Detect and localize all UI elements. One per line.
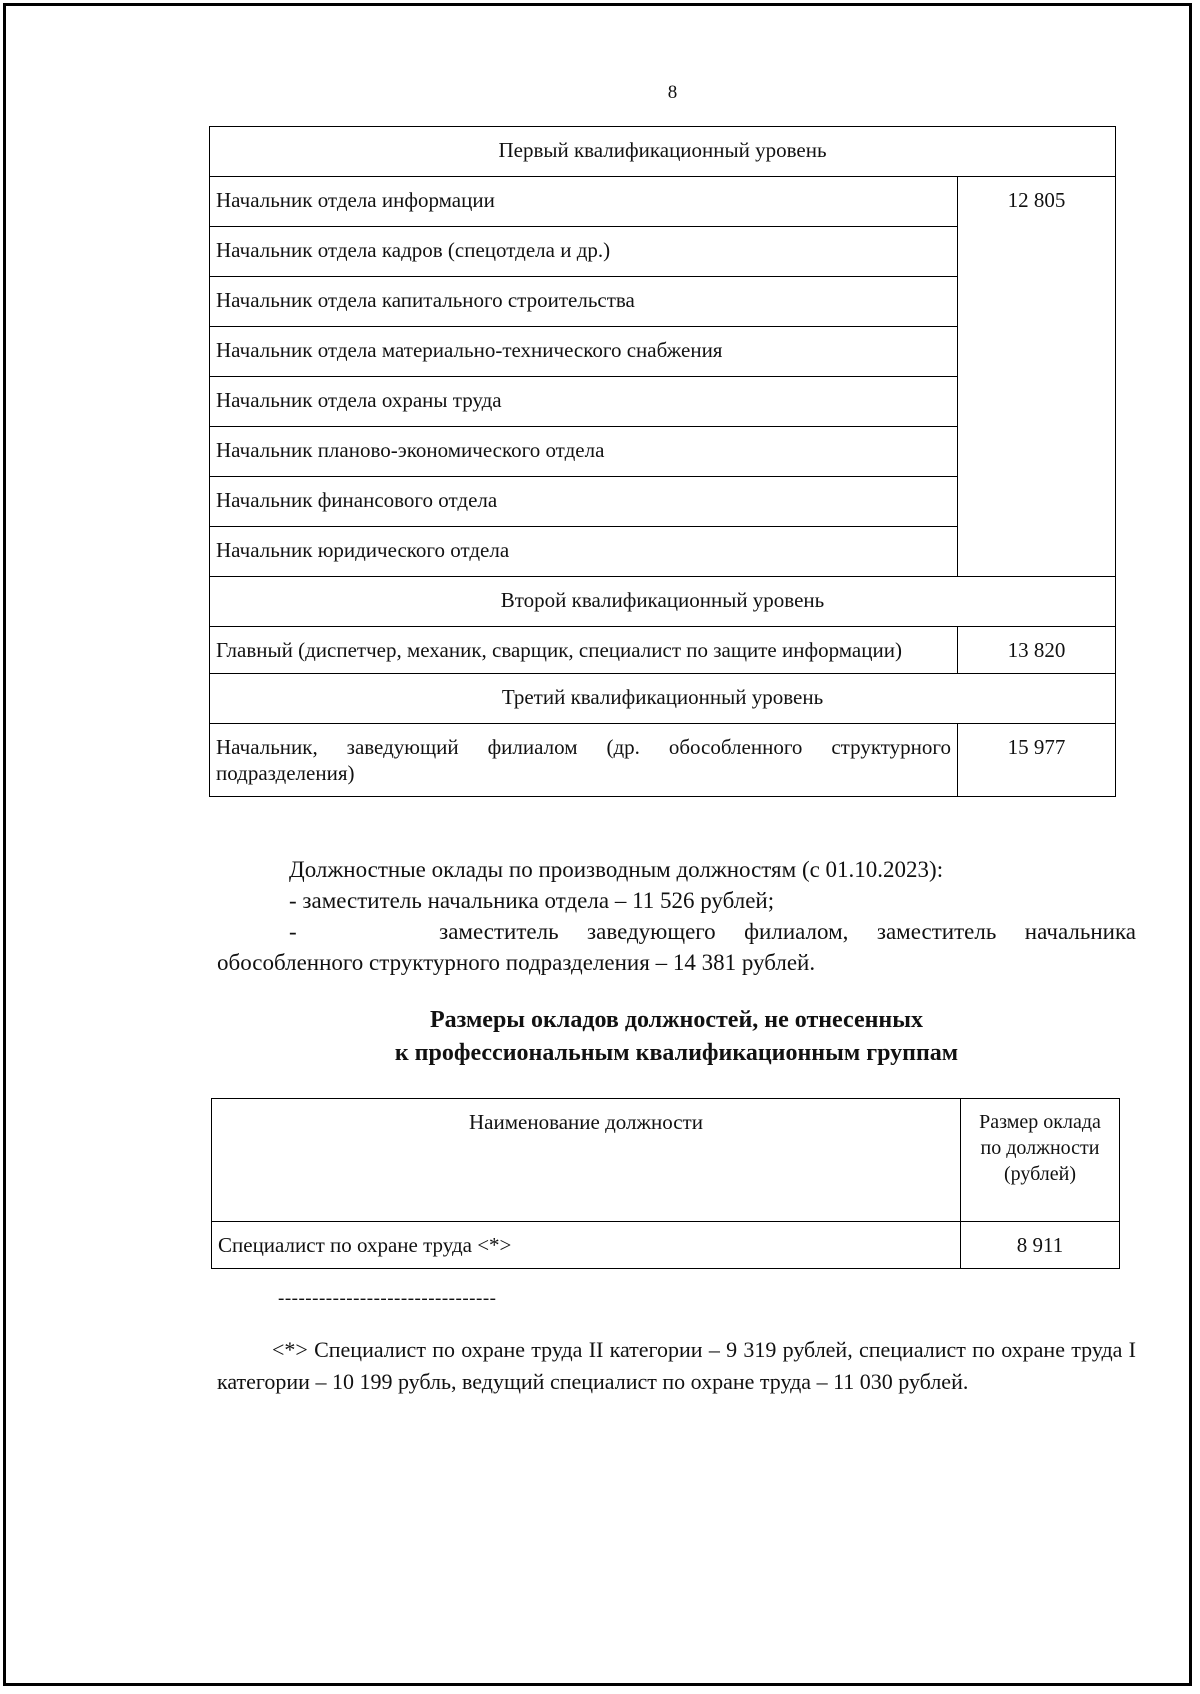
level2-title: Второй квалификационный уровень (210, 577, 1116, 627)
position-cell: Специалист по охране труда <*> (212, 1222, 961, 1269)
level3-salary: 15 977 (958, 724, 1116, 797)
position-cell: Начальник отдела материально-технического снабжения (210, 327, 958, 377)
derived-item-1: - заместитель начальника отдела – 11 526 рублей; (289, 888, 775, 913)
heading-line-1: Размеры окладов должностей, не отнесенных (429, 1007, 923, 1033)
position-cell: Начальник отдела капитального строительства (210, 277, 958, 327)
level-row (210, 674, 1116, 724)
level-row (210, 127, 1116, 177)
qualification-salary-table (209, 126, 1116, 797)
derived-item-2-first-line: - заместитель заведующего филиалом, заместитель начальника (289, 919, 1136, 944)
position-cell: Начальник финансового отдела (210, 477, 958, 527)
position-cell: Начальник юридического отдела (210, 527, 958, 577)
position-cell: Начальник отдела охраны труда (210, 377, 958, 427)
footnote-separator: -------------------------------- (278, 1288, 497, 1309)
section-heading (217, 1004, 1136, 1070)
position-cell: Начальник планово-экономического отдела (210, 427, 958, 477)
level3-title: Третий квалификационный уровень (210, 674, 1116, 724)
position-cell: Главный (диспетчер, механик, сварщик, специалист по защите информации) (210, 627, 958, 674)
page-number: 8 (667, 82, 678, 103)
table-row (210, 724, 1116, 797)
level1-title: Первый квалификационный уровень (210, 127, 1116, 177)
table-header-row (212, 1099, 1120, 1222)
footnote-text: <*> Специалист по охране труда II категории – 9 319 рублей, специалист по охране труда I категории – 10 199 рубль, ведущий специалист по охране труда – 11 030 рублей. (217, 1337, 1136, 1394)
derived-item-2-rest: обособленного структурного подразделения – 14 381 рублей. (217, 950, 816, 975)
level-row (210, 577, 1116, 627)
salary-cell: 8 911 (961, 1222, 1120, 1269)
column-header-name: Наименование должности (212, 1099, 961, 1222)
column-header-size: Размер оклада по должности (рублей) (961, 1099, 1120, 1222)
derived-positions-paragraph (217, 854, 1136, 978)
level2-salary: 13 820 (958, 627, 1116, 674)
level1-salary: 12 805 (958, 177, 1116, 577)
position-cell: Начальник отдела кадров (спецотдела и др.) (210, 227, 958, 277)
position-cell: Начальник, заведующий филиалом (др. обособленного структурного подразделения) (210, 724, 958, 797)
table-row (210, 177, 1116, 227)
heading-line-2: к профессиональным квалификационным группам (394, 1040, 959, 1066)
table-row (212, 1222, 1120, 1269)
other-positions-table (211, 1098, 1120, 1269)
derived-intro: Должностные оклады по производным должностям (с 01.10.2023): (289, 857, 944, 882)
table-row (210, 627, 1116, 674)
position-cell: Начальник отдела информации (210, 177, 958, 227)
